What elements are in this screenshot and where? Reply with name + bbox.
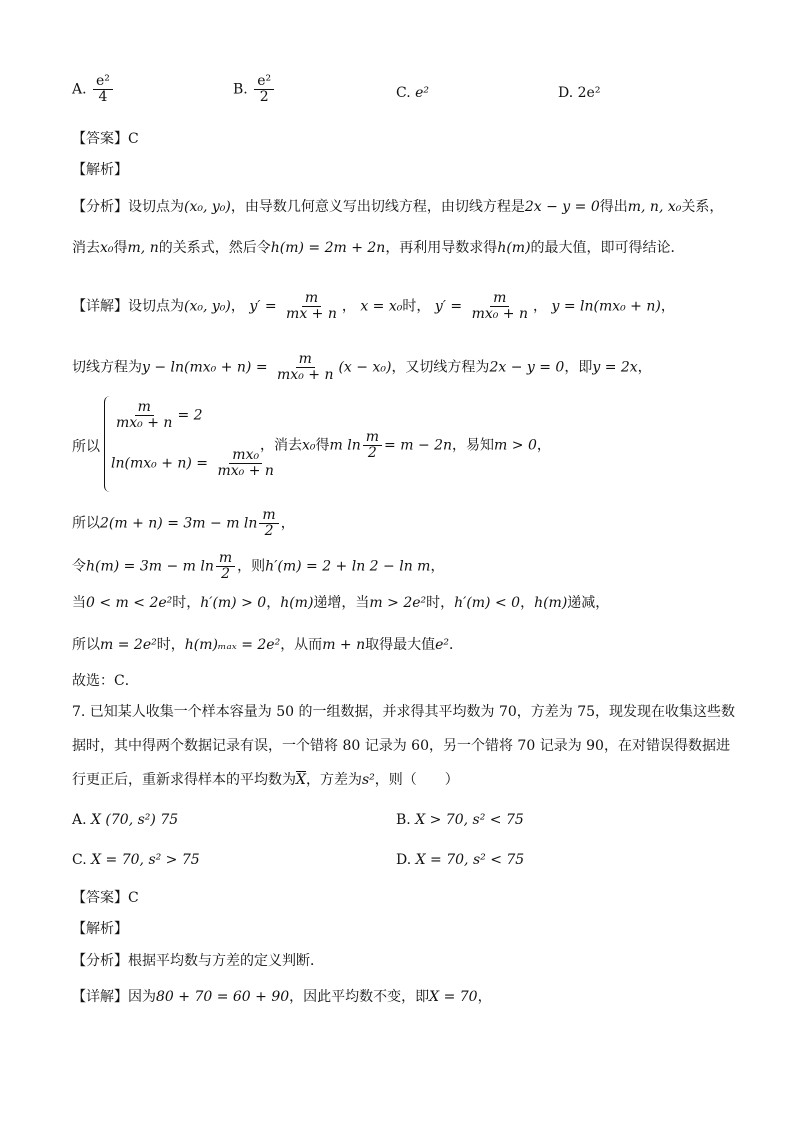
option-letter: A. [72, 812, 87, 828]
fraction [216, 551, 235, 582]
math: 2(m + n) = 3m − m ln [100, 515, 258, 532]
math: = 2 [177, 407, 203, 424]
q6-option-c [396, 85, 429, 101]
option-letter: B. [396, 812, 411, 828]
math: h(m) [280, 595, 314, 611]
text: 令 [72, 558, 86, 575]
math: m ln [329, 437, 361, 454]
fenxi-tag: 【分析】 [72, 199, 128, 215]
q7-option-d [396, 852, 524, 868]
math: h(m) = 3m − m ln [86, 558, 214, 575]
text: ，因此平均数不变，即 [289, 989, 430, 1005]
q6-option-d [558, 85, 600, 101]
q7-xiangjie [72, 988, 492, 1006]
denominator: mx₀ + n [217, 463, 274, 479]
denominator: mx₀ + n [277, 367, 334, 383]
denominator: 4 [98, 89, 108, 105]
text: ，消去 [260, 437, 302, 454]
math: y′ = [249, 298, 277, 315]
q7-stem-line-1: 7. 已知某人收集一个样本容量为 50 的一组数据，并求得其平均数为 70，方差为 75，现发现在收集这些数 [72, 704, 736, 720]
xiangjie-tag: 【详解】 [72, 989, 128, 1005]
q6-line-7 [72, 636, 463, 654]
q6-answer [72, 130, 139, 148]
answer-value: C [128, 131, 139, 147]
sys-row-2 [111, 448, 279, 479]
q6-option-a [72, 74, 115, 105]
answer-tag: 【答案】 [72, 890, 128, 906]
math: 80 + 70 = 60 + 90 [156, 989, 290, 1005]
text: 时， [426, 595, 455, 611]
text: ， [637, 359, 652, 376]
numerator: e² [254, 74, 274, 90]
math: 0 < m < 2e² [86, 595, 173, 611]
fraction [254, 74, 274, 105]
fraction [93, 74, 113, 105]
text: ，则（ ） [374, 772, 459, 788]
text: 时， [402, 298, 431, 315]
numerator: m [302, 291, 321, 307]
xiangjie-tag: 【详解】 [72, 298, 128, 315]
text: 递减， [567, 595, 610, 611]
text: ，由导数几何意义写出切线方程，由切线方程是 [230, 199, 525, 215]
option-letter: C. [396, 85, 411, 101]
math: X = 70 [429, 989, 478, 1005]
q6-fenxi-line-2 [72, 239, 685, 257]
q7-analysis-title: 【解析】 [72, 921, 128, 937]
q6-xiangjie-line-1 [72, 291, 675, 322]
math: y − ln(mx₀ + n) = [142, 359, 268, 376]
fraction [283, 291, 340, 322]
option-value: X (70, s²) 75 [91, 812, 179, 828]
text: ， [230, 298, 245, 315]
denominator: 2 [264, 523, 274, 539]
numerator: m [490, 291, 509, 307]
text: 时， [172, 595, 201, 611]
q6-line-4 [72, 508, 295, 539]
q7-answer [72, 889, 139, 907]
text: 当 [72, 595, 86, 611]
fraction [259, 508, 278, 539]
q7-option-c [72, 852, 200, 868]
numerator: m [363, 430, 382, 446]
answer-tag: 【答案】 [72, 131, 128, 147]
math: x = x₀ [360, 298, 403, 315]
sys-row-1 [111, 400, 203, 431]
math: m > 2e² [369, 595, 427, 611]
text: ， [477, 989, 492, 1005]
math: h′(m) = 2 + ln 2 − ln m [265, 558, 431, 575]
text: ， [280, 515, 295, 532]
text: ． [449, 637, 464, 653]
numerator: m [296, 352, 315, 368]
text: 的最大值，即可得结论． [530, 240, 685, 256]
math: h(m) [497, 240, 531, 256]
denominator: mx₀ + n [116, 415, 173, 431]
numerator: m [135, 400, 154, 416]
math: ln(mx₀ + n) = [111, 455, 209, 472]
math: y = 2x [592, 359, 638, 376]
denominator: 2 [221, 566, 230, 582]
q6-analysis-title: 【解析】 [72, 162, 128, 178]
q7-stem-line-3 [72, 771, 459, 789]
math: x₀ [302, 437, 316, 454]
option-value: e² [415, 85, 430, 101]
text: ，易知 [452, 437, 495, 454]
option-value: 2e² [577, 85, 601, 101]
text: ，即 [564, 359, 593, 376]
q6-option-b [233, 74, 276, 105]
text: 所以 [72, 637, 100, 653]
text: 行更正后，重新求得样本的平均数为 [72, 772, 296, 788]
math: y = ln(mx₀ + n) [551, 298, 661, 315]
option-value: X = 70, s² > 75 [91, 852, 200, 868]
option-letter: D. [558, 85, 574, 101]
fraction [274, 352, 336, 383]
text: 时， [156, 637, 185, 653]
text: ，从而 [280, 637, 323, 653]
math: e² [435, 637, 450, 653]
option-letter: B. [233, 81, 248, 98]
q6-tangent-line [72, 352, 652, 383]
math: (x₀, y₀) [184, 298, 231, 315]
numerator: mx₀ [229, 448, 262, 464]
text: 所以 [72, 515, 100, 532]
math: m = 2e² [100, 637, 157, 653]
text: ， [536, 437, 551, 454]
q6-choose: 故选：C． [72, 673, 139, 689]
denominator: mx + n [286, 306, 337, 322]
math: = m − 2n [384, 437, 453, 454]
text: ， [533, 298, 547, 315]
text: ，再利用导数求得 [385, 240, 498, 256]
option-letter: C. [72, 852, 87, 868]
sys-after [260, 430, 551, 461]
text: 得出 [599, 199, 628, 215]
numerator: m [216, 551, 235, 567]
math: 2x − y = 0 [489, 359, 565, 376]
text: 关系， [681, 199, 724, 215]
text: ，又切线方程为 [391, 359, 490, 376]
text: 递增，当 [313, 595, 370, 611]
text: 因为 [128, 989, 156, 1005]
text: 设切点为 [128, 298, 184, 315]
math: (x₀, y₀) [184, 199, 231, 215]
text: ， [660, 298, 675, 315]
math: h(m) = 2m + 2n [270, 240, 386, 256]
math: m > 0 [494, 437, 537, 454]
text: ， [520, 595, 535, 611]
text: 设切点为 [128, 199, 184, 215]
option-letter: A. [72, 81, 87, 98]
q7-fenxi [72, 952, 324, 970]
math: h′(m) > 0 [200, 595, 267, 611]
denominator: 2 [367, 445, 377, 461]
math: s² [361, 772, 375, 788]
text: 取得最大值 [365, 637, 436, 653]
q7-option-a [72, 812, 178, 828]
fraction [113, 400, 175, 431]
math: 2x − y = 0 [524, 199, 600, 215]
text: 消去 [72, 240, 100, 256]
text: ， [341, 298, 356, 315]
text: 得 [113, 240, 128, 256]
math: $\overline{X}$ [296, 772, 306, 788]
math: h′(m) < 0 [454, 595, 521, 611]
fraction [469, 291, 531, 322]
math: m, n, x₀ [627, 199, 682, 215]
option-value: X > 70, s² < 75 [415, 812, 524, 828]
fenxi-tag: 【分析】 [72, 953, 128, 969]
q6-line-5 [72, 551, 444, 582]
fraction [363, 430, 382, 461]
q6-line-6 [72, 594, 609, 612]
text: 的关系式，然后令 [158, 240, 271, 256]
option-value: X = 70, s² < 75 [415, 852, 525, 868]
equation-brace [104, 396, 274, 492]
numerator: e² [93, 74, 113, 90]
text: ， [266, 595, 281, 611]
math: m + n [322, 637, 366, 653]
numerator: m [259, 508, 278, 524]
math: h(m)ₘₐₓ = 2e² [184, 637, 281, 653]
math: (x − x₀) [338, 359, 392, 376]
q7-stem-line-2: 据时，其中得两个数据记录有误，一个错将 80 记录为 60，另一个错将 70 记录为 90，在对错误得数据进 [72, 738, 730, 754]
math: m, n [127, 240, 159, 256]
text: ，则 [237, 558, 266, 575]
answer-value: C [128, 890, 139, 906]
text: 根据平均数与方差的定义判断． [128, 953, 324, 969]
text: ， [430, 558, 445, 575]
denominator: 2 [259, 89, 269, 105]
q7-option-b [396, 812, 524, 828]
math: x₀ [100, 240, 114, 256]
option-letter: D. [396, 852, 412, 868]
text: ，方差为 [305, 772, 362, 788]
math: y′ = [434, 298, 463, 315]
math: h(m) [534, 595, 568, 611]
text: 得 [315, 437, 330, 454]
q6-fenxi-line-1 [72, 198, 723, 216]
text: 切线方程为 [72, 359, 142, 376]
denominator: mx₀ + n [471, 306, 528, 322]
sys-label: 所以 [72, 439, 100, 455]
